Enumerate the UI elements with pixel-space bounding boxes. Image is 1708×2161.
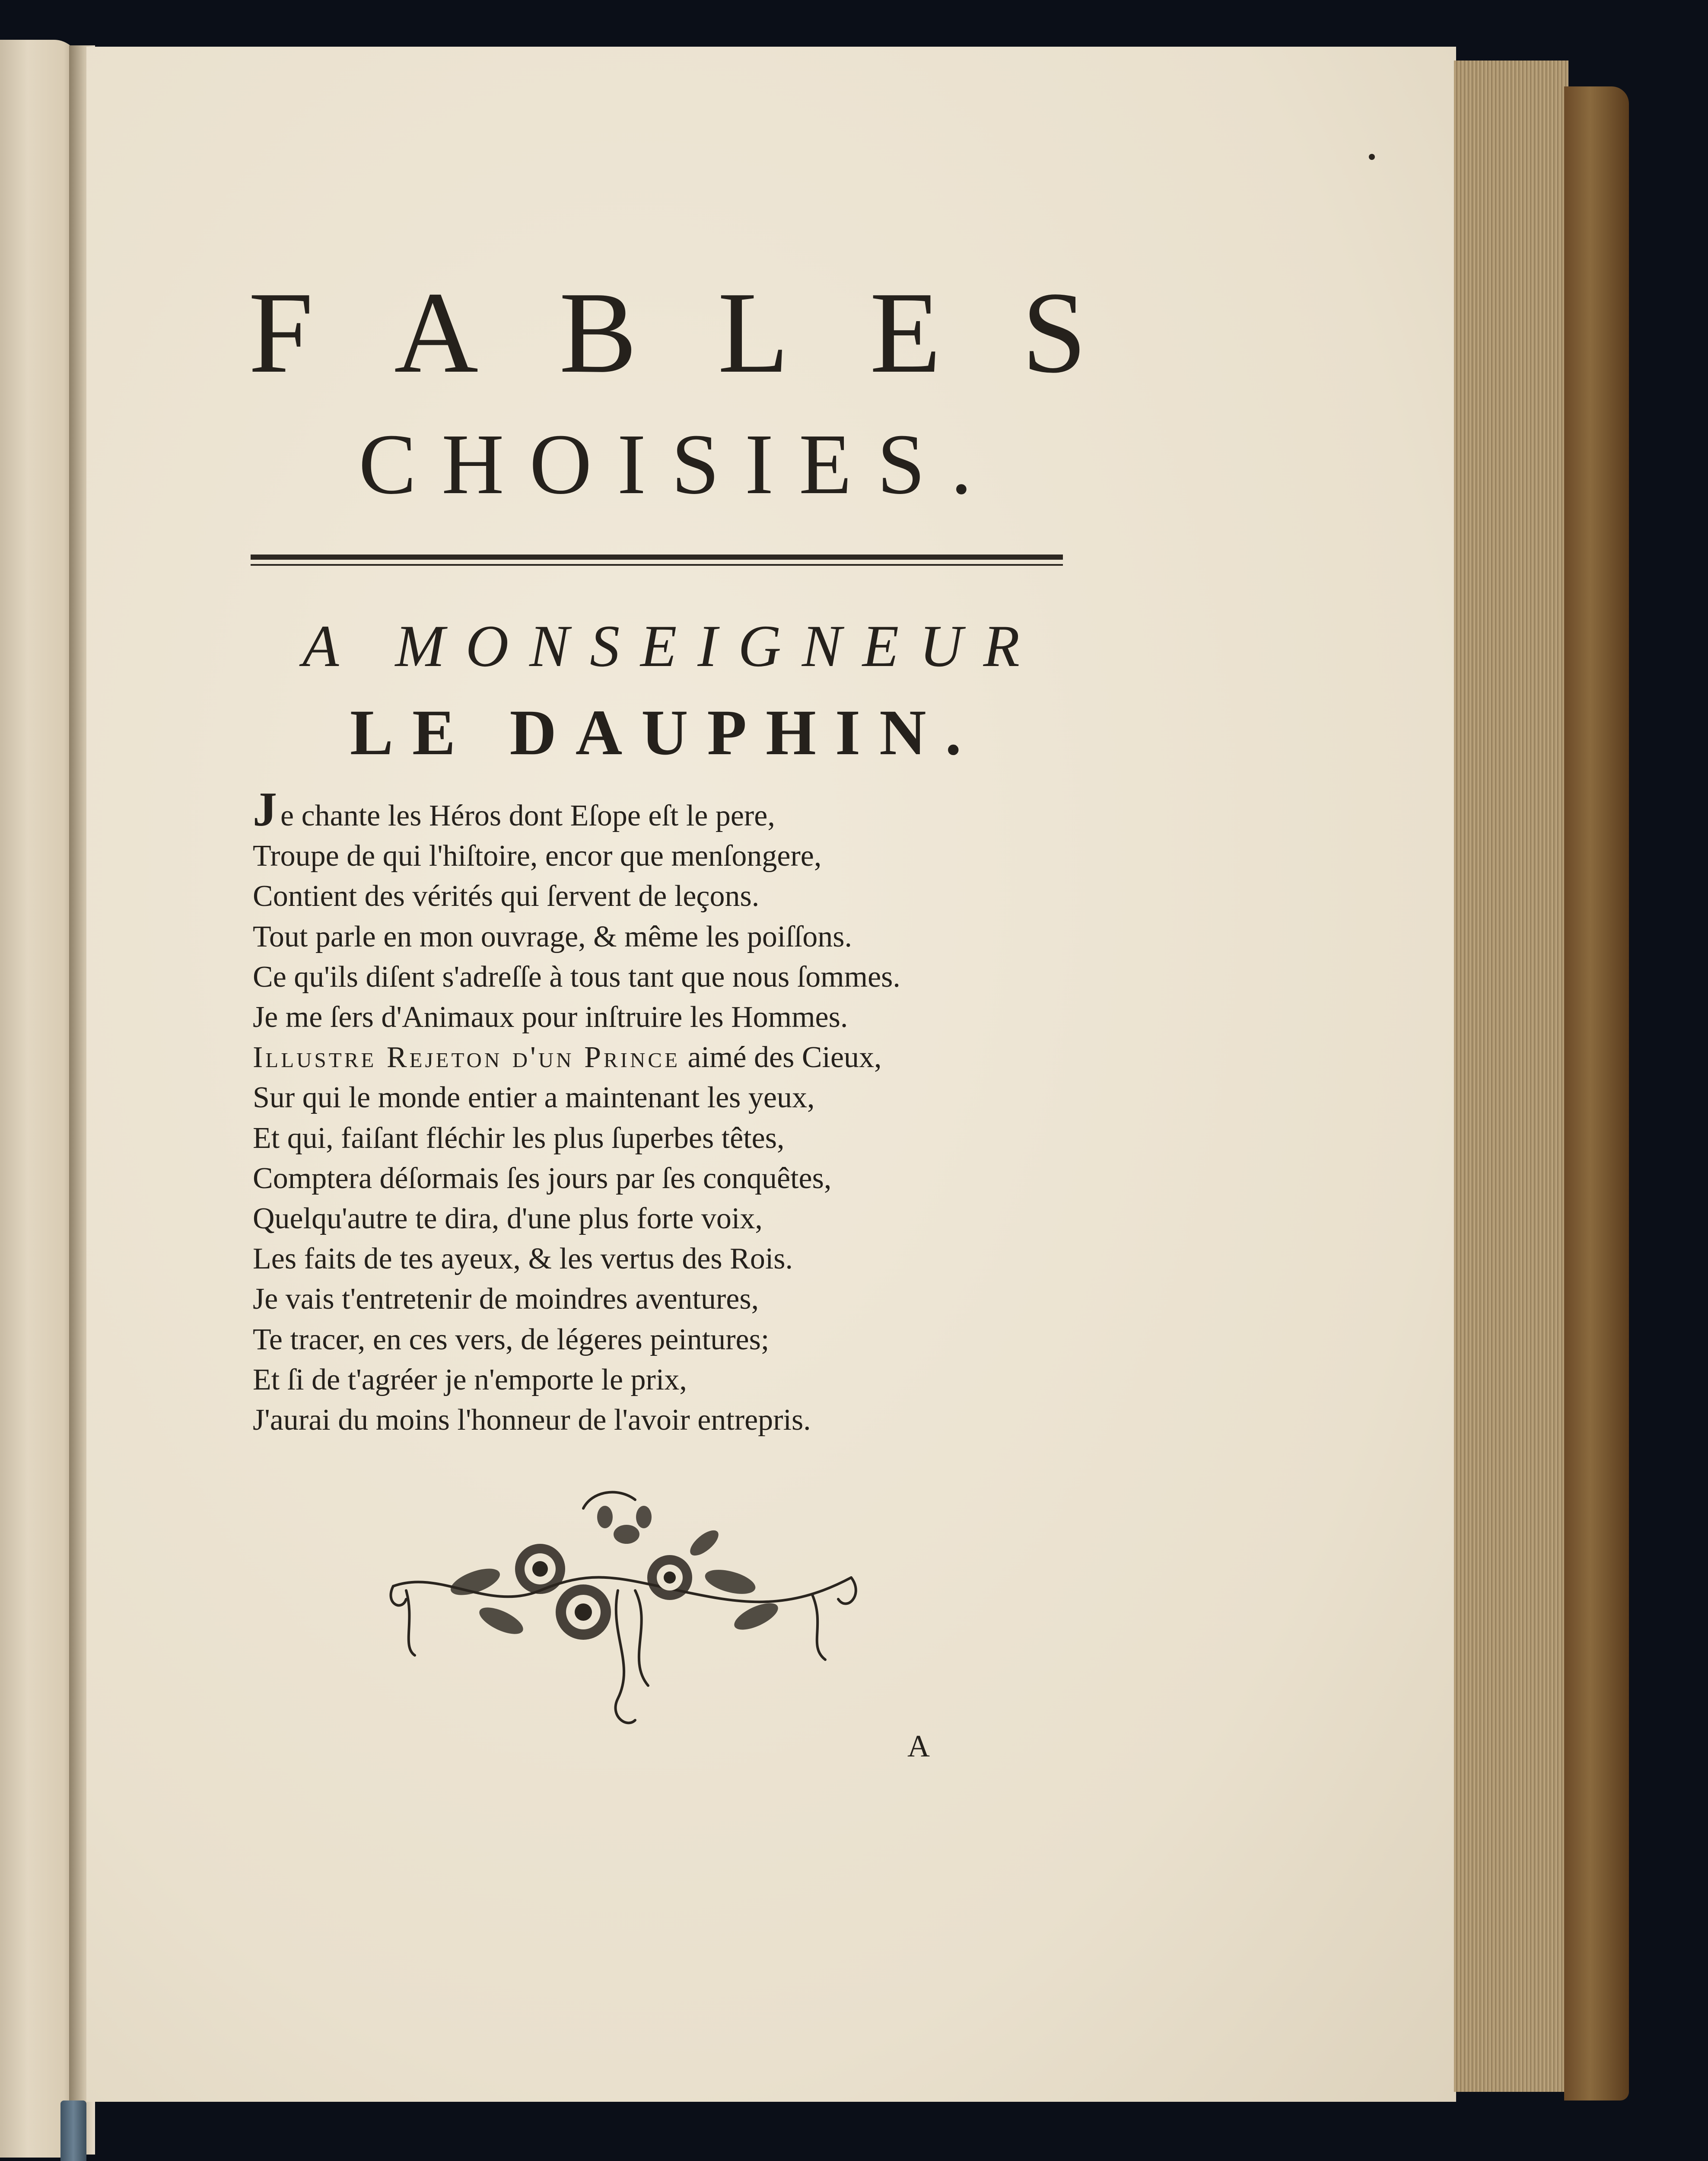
- heading-letter: I: [617, 417, 646, 512]
- double-rule-thin: [251, 564, 1063, 566]
- heading-letter: R: [983, 613, 1020, 679]
- bookmark-ribbon: [60, 2100, 86, 2161]
- heading-letter: B: [559, 268, 637, 397]
- heading-letter: S: [1021, 268, 1087, 397]
- heading-letter: .: [945, 697, 961, 768]
- heading-letter: D: [509, 697, 557, 768]
- verse-line-b-2: Et qui, faiſant fléchir les plus ſuperbes têtes,: [253, 1121, 785, 1155]
- smallcaps-segment: Illustre Rejeton d'un Prince: [253, 1041, 680, 1074]
- drop-cap: J: [253, 783, 277, 836]
- heading-letter: A: [575, 697, 623, 768]
- verse-lines-b: [253, 1077, 1117, 1440]
- verse-line-b-5: Les faits de tes ayeux, & les vertus des Rois.: [253, 1242, 793, 1276]
- heading-letter: E: [862, 613, 899, 679]
- verse-line-a-4: Ce qu'ils diſent s'adreſſe à tous tant que nous ſommes.: [253, 960, 900, 994]
- word-gap: [359, 616, 375, 676]
- heading-letter: L: [718, 268, 789, 397]
- heading-letter: H: [442, 417, 504, 512]
- heading-letter: H: [766, 697, 816, 768]
- verse-line-b-3: Comptera déſormais ſes jours par ſes conquêtes,: [253, 1161, 832, 1195]
- verse-line-b-1: Sur qui le monde entier a maintenant les yeux,: [253, 1081, 815, 1115]
- verse-line-b-7: Te tracer, en ces vers, de légeres peintures;: [253, 1323, 770, 1356]
- verse-line-b-6: Je vais t'entretenir de moindres aventures,: [253, 1282, 759, 1316]
- heading-letter: A: [302, 613, 339, 679]
- facing-page: [0, 40, 80, 2158]
- heading-letter: O: [465, 613, 509, 679]
- heading-letter: E: [799, 417, 852, 512]
- book-subtitle: [359, 417, 972, 512]
- verse-block: [253, 783, 1117, 1440]
- verse-line-b-4: Quelqu'autre te dira, d'une plus forte voix,: [253, 1202, 763, 1236]
- heading-letter: I: [697, 613, 718, 679]
- heading-letter: S: [590, 613, 620, 679]
- heading-letter: P: [707, 697, 747, 768]
- double-rule-thick: [251, 555, 1063, 560]
- heading-letter: N: [802, 613, 842, 679]
- verse-lines-a: [253, 836, 1117, 1037]
- floral-vignette-icon: [376, 1482, 868, 1733]
- heading-letter: F: [248, 268, 314, 397]
- verse-line-smallcaps: Illustre Rejeton d'un Prince aimé des Cieux,: [253, 1041, 882, 1074]
- heading-letter: C: [359, 417, 417, 512]
- heading-letter: S: [877, 417, 926, 512]
- verse-line-a-5: Je me ſers d'Animaux pour inſtruire les Hommes.: [253, 1001, 848, 1034]
- heading-letter: G: [738, 613, 781, 679]
- heading-letter: A: [394, 268, 479, 397]
- heading-letter: S: [671, 417, 719, 512]
- verse-line-a-2: Contient des vérités qui ſervent de leçons.: [253, 880, 760, 913]
- heading-letter: .: [950, 417, 972, 512]
- verse-line-b-8: Et ſi de t'agréer je n'emporte le prix,: [253, 1363, 687, 1396]
- heading-letter: N: [879, 697, 926, 768]
- verse-line-1: Je chante les Héros dont Eſope eſt le pere,: [253, 783, 775, 836]
- heading-letter: I: [835, 697, 861, 768]
- verse-line-a-1: Troupe de qui l'hiſtoire, encor que menſongere,: [253, 839, 822, 873]
- heading-letter: E: [869, 268, 941, 397]
- heading-letter: L: [350, 697, 394, 768]
- heading-letter: U: [641, 697, 688, 768]
- dedication-name: [350, 697, 961, 768]
- word-gap: [474, 700, 491, 765]
- heading-letter: E: [412, 697, 456, 768]
- heading-letter: O: [529, 417, 592, 512]
- heading-letter: I: [744, 417, 774, 512]
- heading-letter: E: [640, 613, 677, 679]
- heading-letter: M: [395, 613, 445, 679]
- verse-line-a-3: Tout parle en mon ouvrage, & même les poiſſons.: [253, 920, 852, 953]
- verse-line-b-9: J'aurai du moins l'honneur de l'avoir entrepris.: [253, 1403, 811, 1437]
- signature-mark: A: [907, 1729, 930, 1763]
- dedication-heading: [302, 613, 1020, 679]
- heading-letter: U: [919, 613, 963, 679]
- ink-speck: [1369, 154, 1375, 160]
- book-title: [248, 268, 1087, 397]
- book-cover-edge: [1564, 86, 1629, 2100]
- page-edges: [1454, 61, 1568, 2092]
- heading-letter: N: [529, 613, 569, 679]
